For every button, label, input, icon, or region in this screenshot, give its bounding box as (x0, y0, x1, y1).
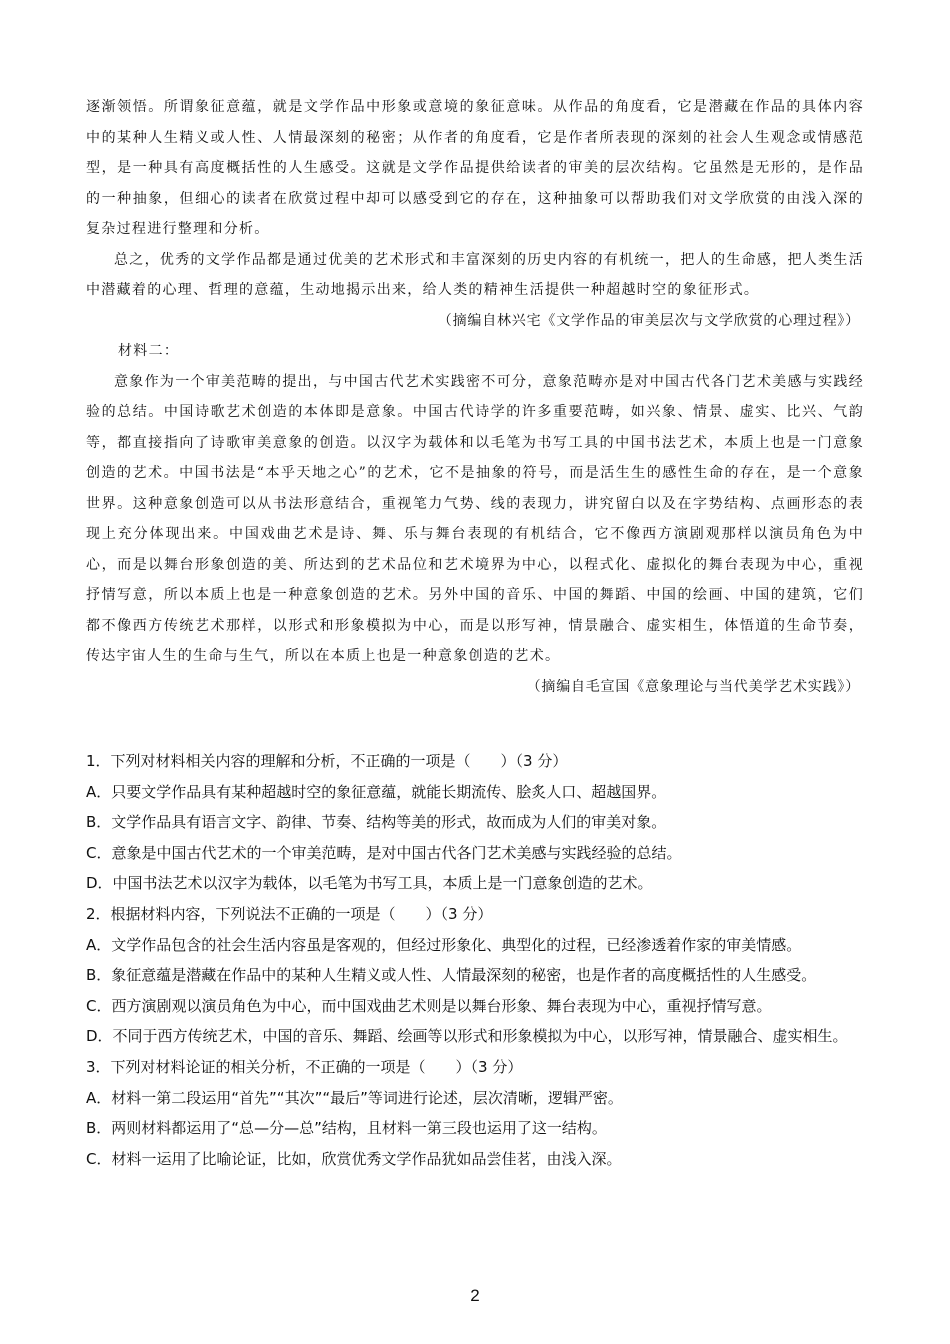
question-1-option-d: D．中国书法艺术以汉字为载体，以毛笔为书写工具，本质上是一门意象创造的艺术。 (86, 874, 653, 893)
question-list (86, 746, 864, 1174)
question-1-stem: 1．下列对材料相关内容的理解和分析，不正确的一项是（ ）（3 分） (86, 752, 568, 770)
question-3-option-a: A．材料一第二段运用“首先”“其次”“最后”等词进行论述，层次清晰，逻辑严密。 (86, 1088, 623, 1107)
material-one-source: （摘编自林兴宅《文学作品的审美层次与文学欣赏的心理过程》） (437, 312, 860, 329)
question-2-option-c: C．西方演剧观以演员角色为中心，而中国戏曲艺术则是以舞台形象、舞台表现为中心，重视抒情写意。 (86, 996, 772, 1015)
question-2-option-a: A．文学作品包含的社会生活内容虽是客观的，但经过形象化、典型化的过程，已经渗透着作家的审美情感。 (86, 935, 802, 954)
question-3-option-b: B．两则材料都运用了“总—分—总”结构，且材料一第三段也运用了这一结构。 (86, 1119, 607, 1138)
question-3-option-c: C．材料一运用了比喻论证，比如，欣赏优秀文学作品犹如品尝佳茗，由浅入深。 (86, 1149, 622, 1168)
material-two-label: 材料二： (118, 343, 180, 359)
material-one-paragraph: 逐渐领悟。所谓象征意蕴，就是文学作品中形象或意境的象征意味。从作品的角度看，它是潜藏在作品的具体内容中的某种人生精义或人性、人情最深刻的秘密；从作者的角度看，它是作者所表现的深刻的社会人生观念或情感范型，是一种具有高度概括性的人生感受。这就是文学作品提供给读者的审美的层次结构。它虽然是无形的，是作品的一种抽象，但细心的读者在欣赏过程中却可以感受到它的存在，这种抽象可以帮助我们对文学欣赏的由浅入深的复杂过程进行整理和分析。 (86, 99, 864, 237)
question-2-option-d: D．不同于西方传统艺术，中国的音乐、舞蹈、绘画等以形式和形象模拟为中心，以形写神，情景融合、虚实相生。 (86, 1027, 848, 1046)
question-2-option-b: B．象征意蕴是潜藏在作品中的某种人生精义或人性、人情最深刻的秘密，也是作者的高度概括性的人生感受。 (86, 966, 817, 985)
question-2-stem: 2．根据材料内容，下列说法不正确的一项是（ ）（3 分） (86, 904, 493, 923)
material-two-paragraph: 意象作为一个审美范畴的提出，与中国古代艺术实践密不可分，意象范畴亦是对中国古代各门艺术美感与实践经验的总结。中国诗歌艺术创造的本体即是意象。中国古代诗学的许多重要范畴，如兴象、情景、虚实、比兴、气韵等，都直接指向了诗歌审美意象的创造。以汉字为载体和以毛笔为书写工具的中国书法艺术，本质上也是一门意象创造的艺术。中国书法是“本乎天地之心”的艺术，它不是抽象的符号，而是活生生的感性生命的存在，是一个意象世界。这种意象创造可以从书法形意结合，重视笔力气势、线的表现力，讲究留白以及在字势结构、点画形态的表现上充分体现出来。中国戏曲艺术是诗、舞、乐与舞台表现的有机结合，它不像西方演剧观那样以演员角色为中心，而是以舞台形象创造的美、所达到的艺术品位和艺术境界为中心，以程式化、虚拟化的舞台表现为中心，重视抒情写意，所以本质上也是一种意象创造的艺术。另外中国的音乐、中国的舞蹈、中国的绘画、中国的建筑，它们都不像西方传统艺术那样，以形式和形象模拟为中心，而是以形写神，情景融合、虚实相生，体悟道的生命节奏，传达宇宙人生的生命与生气，所以在本质上也是一种意象创造的艺术。 (86, 373, 864, 664)
question-1-option-a: A．只要文学作品具有某种超越时空的象征意蕴，就能长期流传、脍炙人口、超越国界。 (86, 782, 667, 801)
page-number: 2 (470, 1286, 480, 1305)
reading-materials (86, 92, 864, 702)
question-1-option-b: B．文学作品具有语言文字、韵律、节奏、结构等美的形式，故而成为人们的审美对象。 (86, 813, 667, 832)
question-3-stem: 3．下列对材料论证的相关分析，不正确的一项是（ ）（3 分） (86, 1057, 523, 1076)
material-two-source: （摘编自毛宣国《意象理论与当代美学艺术实践》） (526, 678, 860, 695)
material-one-summary-paragraph: 总之，优秀的文学作品都是通过优美的艺术形式和丰富深刻的历史内容的有机统一，把人的生命感，把人类生活中潜藏着的心理、哲理的意蕴，生动地揭示出来，给人类的精神生活提供一种超越时空的象征形式。 (86, 251, 864, 298)
question-1-option-c: C．意象是中国古代艺术的一个审美范畴，是对中国古代各门艺术美感与实践经验的总结。 (86, 843, 682, 862)
